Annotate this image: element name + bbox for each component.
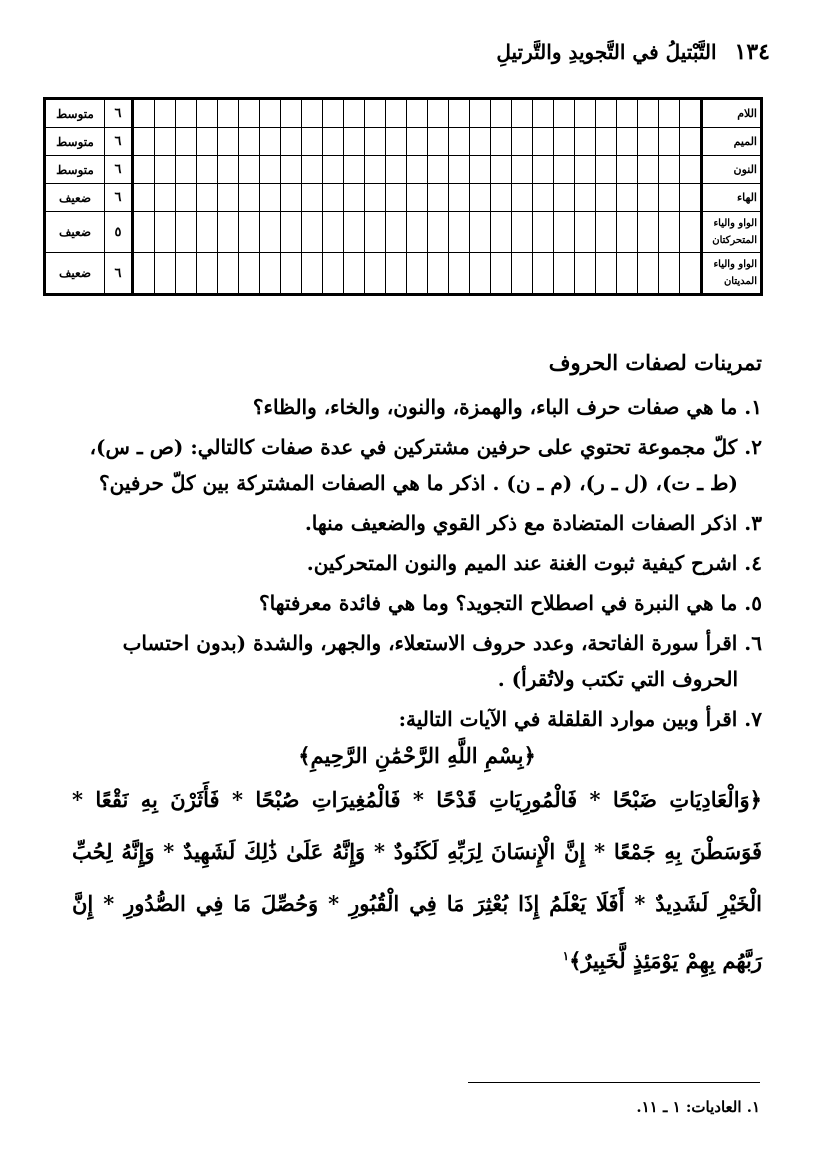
grid-cell bbox=[428, 184, 449, 212]
grid-cell bbox=[323, 184, 344, 212]
row-letter: الميم bbox=[702, 128, 762, 156]
grid-cell bbox=[239, 212, 260, 253]
grid-cell bbox=[176, 212, 197, 253]
grid-cell bbox=[449, 212, 470, 253]
grid-cell bbox=[239, 99, 260, 128]
grid-cell bbox=[239, 253, 260, 295]
row-count: ٦ bbox=[105, 156, 133, 184]
grid-cell bbox=[365, 184, 386, 212]
grid-cell bbox=[197, 99, 218, 128]
grid-cell bbox=[449, 253, 470, 295]
grid-cell bbox=[218, 184, 239, 212]
letters-table bbox=[43, 97, 763, 296]
grid-cell bbox=[133, 128, 155, 156]
grid-cell bbox=[617, 156, 638, 184]
grid-cell bbox=[133, 156, 155, 184]
footnote: ١. العاديات: ١ ـ ١١. bbox=[636, 1098, 760, 1116]
grid-cell bbox=[470, 128, 491, 156]
grid-cell bbox=[491, 212, 512, 253]
grid-cell bbox=[596, 128, 617, 156]
grid-cell bbox=[554, 253, 575, 295]
exercise-item: ١. ما هي صفات حرف الباء، والهمزة، والنون، والخاء، والظاء؟ bbox=[252, 395, 762, 419]
grid-cell bbox=[428, 99, 449, 128]
grid-cell bbox=[133, 99, 155, 128]
grid-cell bbox=[239, 156, 260, 184]
grid-cell bbox=[386, 128, 407, 156]
grid-cell bbox=[323, 99, 344, 128]
grid-cell bbox=[218, 128, 239, 156]
grid-cell bbox=[596, 212, 617, 253]
grid-cell bbox=[533, 99, 554, 128]
row-letter: الواو والياء المتحركتان bbox=[702, 212, 762, 253]
grid-cell bbox=[533, 212, 554, 253]
grid-cell bbox=[239, 128, 260, 156]
grid-cell bbox=[281, 128, 302, 156]
page-header bbox=[480, 30, 770, 74]
grid-cell bbox=[491, 184, 512, 212]
table-row bbox=[45, 128, 762, 156]
exercise-item: ٢. كلّ مجموعة تحتوي على حرفين مشتركين في عدة صفات كالتالي: (ص ـ س)، (ط ـ ت)، (ل ـ ر)، (م ـ ن) . اذكر ما هي الصفات المشتركة بين كلّ حرفين؟ bbox=[89, 435, 762, 495]
grid-cell bbox=[680, 212, 702, 253]
grid-cell bbox=[533, 156, 554, 184]
grid-cell bbox=[176, 253, 197, 295]
grid-cell bbox=[638, 99, 659, 128]
grid-cell bbox=[302, 128, 323, 156]
table-row bbox=[45, 99, 762, 128]
grid-cell bbox=[176, 156, 197, 184]
grid-cell bbox=[407, 184, 428, 212]
grid-cell bbox=[659, 99, 680, 128]
grid-cell bbox=[659, 212, 680, 253]
grid-cell bbox=[470, 253, 491, 295]
grid-cell bbox=[302, 184, 323, 212]
basmala: ﴿بِسْمِ اللَّهِ الرَّحْمَٰنِ الرَّحِيمِ﴾ bbox=[298, 743, 536, 768]
table-row bbox=[45, 253, 762, 295]
grid-cell bbox=[680, 128, 702, 156]
grid-cell bbox=[323, 253, 344, 295]
grid-cell bbox=[155, 184, 176, 212]
grid-cell bbox=[533, 128, 554, 156]
grid-cell bbox=[386, 253, 407, 295]
grid-cell bbox=[575, 156, 596, 184]
exercises-section bbox=[72, 350, 762, 987]
page-number: ١٣٤ bbox=[734, 39, 770, 65]
row-strength: متوسط bbox=[45, 99, 105, 128]
grid-cell bbox=[428, 128, 449, 156]
exercise-item: ٧. اقرأ وبين موارد القلقلة في الآيات التالية: bbox=[398, 707, 762, 731]
grid-cell bbox=[365, 128, 386, 156]
grid-cell bbox=[344, 253, 365, 295]
grid-cell bbox=[512, 99, 533, 128]
grid-cell bbox=[218, 156, 239, 184]
grid-cell bbox=[133, 253, 155, 295]
grid-cell bbox=[407, 99, 428, 128]
grid-cell bbox=[365, 212, 386, 253]
grid-cell bbox=[386, 99, 407, 128]
grid-cell bbox=[575, 212, 596, 253]
table-row bbox=[45, 184, 762, 212]
row-strength: ضعيف bbox=[45, 184, 105, 212]
grid-cell bbox=[575, 184, 596, 212]
grid-cell bbox=[491, 99, 512, 128]
grid-cell bbox=[596, 99, 617, 128]
grid-cell bbox=[659, 156, 680, 184]
grid-cell bbox=[344, 156, 365, 184]
grid-cell bbox=[197, 212, 218, 253]
grid-cell bbox=[176, 184, 197, 212]
grid-cell bbox=[470, 212, 491, 253]
grid-cell bbox=[638, 184, 659, 212]
grid-cell bbox=[344, 184, 365, 212]
grid-cell bbox=[365, 156, 386, 184]
row-strength: متوسط bbox=[45, 128, 105, 156]
grid-cell bbox=[260, 253, 281, 295]
grid-cell bbox=[680, 156, 702, 184]
grid-cell bbox=[596, 156, 617, 184]
grid-cell bbox=[554, 212, 575, 253]
grid-cell bbox=[260, 212, 281, 253]
grid-cell bbox=[239, 184, 260, 212]
grid-cell bbox=[155, 253, 176, 295]
grid-cell bbox=[491, 253, 512, 295]
grid-cell bbox=[680, 253, 702, 295]
grid-cell bbox=[197, 253, 218, 295]
grid-cell bbox=[155, 156, 176, 184]
grid-cell bbox=[407, 156, 428, 184]
grid-cell bbox=[344, 128, 365, 156]
grid-cell bbox=[533, 184, 554, 212]
grid-cell bbox=[680, 184, 702, 212]
grid-cell bbox=[155, 128, 176, 156]
grid-cell bbox=[617, 253, 638, 295]
grid-cell bbox=[554, 99, 575, 128]
footnote-divider bbox=[468, 1082, 760, 1083]
grid-cell bbox=[512, 128, 533, 156]
exercise-item: ٦. اقرأ سورة الفاتحة، وعدد حروف الاستعلاء، والجهر، والشدة (بدون احتساب الحروف التي تكتب ولاتُقرأ) . bbox=[122, 631, 762, 691]
book-title: التَّبْتيلُ في التَّجويدِ والتَّرتيلِ bbox=[496, 40, 717, 64]
grid-cell bbox=[302, 212, 323, 253]
grid-cell bbox=[386, 212, 407, 253]
grid-cell bbox=[260, 99, 281, 128]
grid-cell bbox=[407, 253, 428, 295]
grid-cell bbox=[512, 156, 533, 184]
row-letter: اللام bbox=[702, 99, 762, 128]
grid-cell bbox=[197, 128, 218, 156]
grid-cell bbox=[575, 128, 596, 156]
grid-cell bbox=[554, 184, 575, 212]
grid-cell bbox=[428, 253, 449, 295]
row-count: ٦ bbox=[105, 253, 133, 295]
grid-cell bbox=[659, 184, 680, 212]
grid-cell bbox=[470, 99, 491, 128]
grid-cell bbox=[428, 156, 449, 184]
grid-cell bbox=[554, 128, 575, 156]
grid-cell bbox=[512, 253, 533, 295]
grid-cell bbox=[617, 212, 638, 253]
exercise-item: ٤. اشرح كيفية ثبوت الغنة عند الميم والنون المتحركين. bbox=[306, 551, 762, 575]
grid-cell bbox=[281, 212, 302, 253]
grid-cell bbox=[260, 128, 281, 156]
grid-cell bbox=[638, 128, 659, 156]
grid-cell bbox=[470, 156, 491, 184]
exercise-item: ٥. ما هي النبرة في اصطلاح التجويد؟ وما هي فائدة معرفتها؟ bbox=[258, 591, 762, 615]
footnote-marker: ١ bbox=[562, 949, 570, 963]
row-strength: ضعيف bbox=[45, 253, 105, 295]
grid-cell bbox=[323, 212, 344, 253]
grid-cell bbox=[133, 212, 155, 253]
grid-cell bbox=[260, 184, 281, 212]
grid-cell bbox=[386, 156, 407, 184]
grid-cell bbox=[218, 212, 239, 253]
grid-cell bbox=[281, 253, 302, 295]
grid-cell bbox=[575, 99, 596, 128]
grid-cell bbox=[155, 212, 176, 253]
grid-cell bbox=[638, 253, 659, 295]
grid-cell bbox=[638, 212, 659, 253]
grid-cell bbox=[260, 156, 281, 184]
grid-cell bbox=[659, 128, 680, 156]
row-count: ٦ bbox=[105, 184, 133, 212]
grid-cell bbox=[133, 184, 155, 212]
row-count: ٦ bbox=[105, 99, 133, 128]
grid-cell bbox=[323, 156, 344, 184]
grid-cell bbox=[449, 156, 470, 184]
grid-cell bbox=[680, 99, 702, 128]
grid-cell bbox=[197, 184, 218, 212]
grid-cell bbox=[302, 99, 323, 128]
grid-cell bbox=[617, 99, 638, 128]
grid-cell bbox=[344, 212, 365, 253]
row-letter: الواو والياء المديتان bbox=[702, 253, 762, 295]
table-row bbox=[45, 156, 762, 184]
grid-cell bbox=[596, 253, 617, 295]
grid-cell bbox=[176, 128, 197, 156]
grid-cell bbox=[323, 128, 344, 156]
quran-verses: ﴿وَالْعَادِيَاتِ ضَبْحًا * فَالْمُورِيَاتِ قَدْحًا * فَالْمُغِيرَاتِ صُبْحًا * فَأَثَرْنَ بِهِ نَقْعًا * فَوَسَطْنَ بِهِ جَمْعًا * إِنَّ الْإِنسَانَ لِرَبِّهِ لَكَنُودٌ * وَإِنَّهُ عَلَىٰ ذَٰلِكَ لَشَهِيدٌ * وَإِنَّهُ لِحُبِّ الْخَيْرِ لَشَدِيدٌ * أَفَلَا يَعْلَمُ إِذَا بُعْثِرَ مَا فِي الْقُبُورِ * وَحُصِّلَ مَا فِي الصُّدُورِ * إِنَّ رَبَّهُم بِهِمْ يَوْمَئِذٍ لَّخَبِيرٌ﴾$^١$ bbox=[72, 787, 762, 973]
grid-cell bbox=[281, 156, 302, 184]
grid-cell bbox=[365, 253, 386, 295]
row-count: ٦ bbox=[105, 128, 133, 156]
grid-cell bbox=[386, 184, 407, 212]
grid-cell bbox=[407, 128, 428, 156]
grid-cell bbox=[281, 184, 302, 212]
grid-cell bbox=[281, 99, 302, 128]
grid-cell bbox=[407, 212, 428, 253]
grid-cell bbox=[491, 156, 512, 184]
grid-cell bbox=[344, 99, 365, 128]
row-count: ٥ bbox=[105, 212, 133, 253]
grid-cell bbox=[449, 128, 470, 156]
grid-cell bbox=[197, 156, 218, 184]
grid-cell bbox=[155, 99, 176, 128]
grid-cell bbox=[449, 99, 470, 128]
grid-cell bbox=[617, 184, 638, 212]
grid-cell bbox=[512, 184, 533, 212]
grid-cell bbox=[302, 156, 323, 184]
grid-cell bbox=[659, 253, 680, 295]
exercises-title: تمرينات لصفات الحروف bbox=[548, 350, 762, 375]
row-strength: متوسط bbox=[45, 156, 105, 184]
grid-cell bbox=[218, 99, 239, 128]
row-strength: ضعيف bbox=[45, 212, 105, 253]
grid-cell bbox=[638, 156, 659, 184]
grid-cell bbox=[617, 128, 638, 156]
exercise-item: ٣. اذكر الصفات المتضادة مع ذكر القوي والضعيف منها. bbox=[304, 511, 762, 535]
row-letter: النون bbox=[702, 156, 762, 184]
grid-cell bbox=[491, 128, 512, 156]
grid-cell bbox=[554, 156, 575, 184]
grid-cell bbox=[218, 253, 239, 295]
grid-cell bbox=[512, 212, 533, 253]
row-letter: الهاء bbox=[702, 184, 762, 212]
grid-cell bbox=[596, 184, 617, 212]
grid-cell bbox=[302, 253, 323, 295]
grid-cell bbox=[470, 184, 491, 212]
grid-cell bbox=[533, 253, 554, 295]
grid-cell bbox=[428, 212, 449, 253]
grid-cell bbox=[176, 99, 197, 128]
table-row bbox=[45, 212, 762, 253]
grid-cell bbox=[365, 99, 386, 128]
grid-cell bbox=[449, 184, 470, 212]
grid-cell bbox=[575, 253, 596, 295]
